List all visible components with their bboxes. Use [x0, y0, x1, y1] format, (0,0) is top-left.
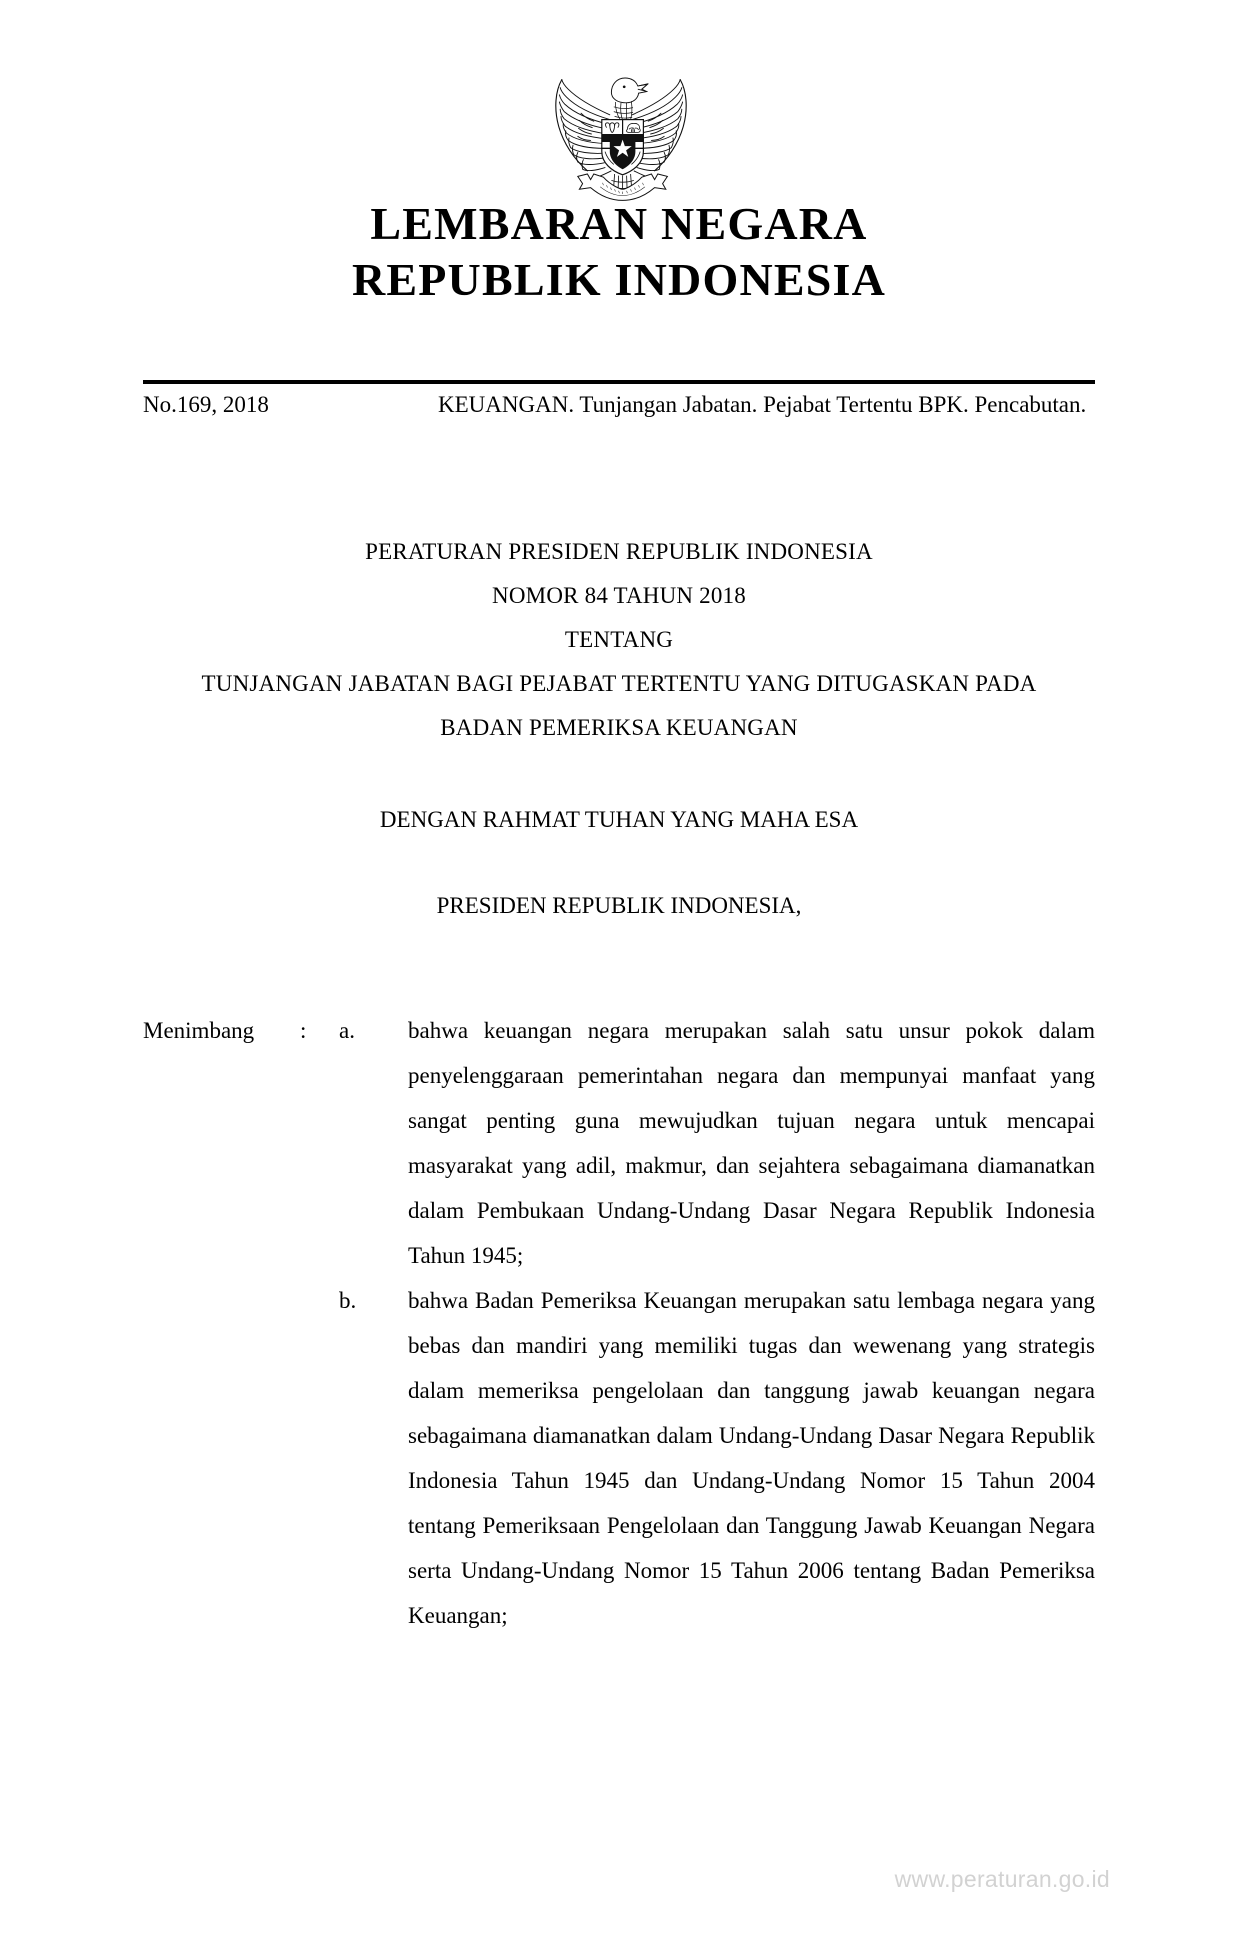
catalog-line [143, 388, 1095, 421]
consideration-marker-b: b. [339, 1288, 357, 1313]
consideration-text-b: bahwa Badan Pemeriksa Keuangan merupakan satu lembaga negara yang bebas dan mandiri yang memiliki tugas dan wewenang yang strategis dalam memeriksa pengelolaan dan tanggung jawab keuangan negara sebagaimana diamanatkan dalam Undang-Undang Dasar Negara Republik Indonesia Tahun 1945 dan Undang-Undang Nomor 15 Tahun 2004 tentang Pemeriksaan Pengelolaan dan Tanggung Jawab Keuangan Negara serta Undang-Undang Nomor 15 Tahun 2006 tentang Badan Pemeriksa Keuangan; [408, 1288, 1095, 1628]
considerations-label: Menimbang [143, 1018, 255, 1043]
catalog-number: No.169, 2018 [143, 392, 269, 417]
masthead [143, 196, 1095, 308]
consideration-item-b [143, 1278, 1095, 1638]
title-line-3: TENTANG [564, 627, 674, 652]
catalog-subject: KEUANGAN. Tunjangan Jabatan. Pejabat Tertentu BPK. Pencabutan. [438, 392, 1087, 417]
garuda-pancasila-emblem [541, 62, 701, 202]
title-line-5: BADAN PEMERIKSA KEUANGAN [440, 715, 798, 740]
title-line-1: PERATURAN PRESIDEN REPUBLIK INDONESIA [365, 539, 873, 564]
title-line-4: TUNJANGAN JABATAN BAGI PEJABAT TERTENTU YANG DITUGASKAN PADA [201, 671, 1037, 696]
masthead-line-1: LEMBARAN NEGARA [370, 198, 868, 249]
authority-line: PRESIDEN REPUBLIK INDONESIA, [436, 893, 802, 918]
considerations-section [143, 1008, 1095, 1638]
consideration-marker-a: a. [339, 1018, 355, 1043]
invocation-line: DENGAN RAHMAT TUHAN YANG MAHA ESA [379, 807, 859, 832]
title-block [143, 530, 1095, 750]
emblem-container [0, 62, 1241, 202]
consideration-text-a: bahwa keuangan negara merupakan salah satu unsur pokok dalam penyelenggaraan pemerintahan negara dan mempunyai manfaat yang sangat penting guna mewujudkan tujuan negara untuk mencapai masyarakat yang adil, makmur, dan sejahtera sebagaimana diamanatkan dalam Pembukaan Undang-Undang Dasar Negara Republik Indonesia Tahun 1945; [408, 1018, 1095, 1268]
title-line-2: NOMOR 84 TAHUN 2018 [492, 583, 746, 608]
header-divider [143, 380, 1095, 384]
footer-watermark-url: www.peraturan.go.id [894, 1866, 1110, 1892]
considerations-colon: : [300, 1018, 307, 1043]
masthead-line-2: REPUBLIK INDONESIA [351, 254, 887, 305]
consideration-item-a [143, 1008, 1095, 1278]
